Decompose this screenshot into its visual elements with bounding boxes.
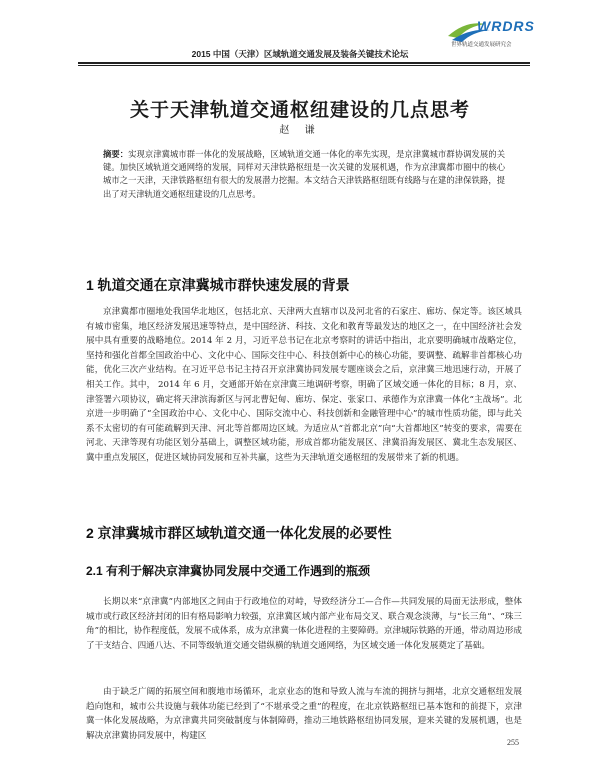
header-rule-thin [78,65,530,66]
logo-subtitle: 世界轨道交通发展研究会 [451,42,512,48]
abstract [103,148,505,201]
running-header: 2015 中国（天津）区域轨道交通发展及装备关键技术论坛 [191,49,409,59]
paper-author: 赵 谦 [279,125,321,136]
abstract-text: 实现京津冀城市群一体化的发展战略，区域轨道交通一体化的率先实现，是京津冀城市群协调发展的关键。加快区域轨道交通网络的发展，同样对天津铁路枢纽是一次关键的发展机遇，作为京津冀都市圈中的核心城市之一天津，天津铁路枢纽有很大的发展潜力挖掘。本文结合天津铁路枢纽既有线路与在建的津保铁路，提出了对天津轨道交通枢纽建设的几点思考。 [103,149,505,199]
section-1-heading: 1 轨道交通在京津冀城市群快速发展的背景 [86,277,350,293]
logo-name: WRDRS [477,18,535,34]
paper-title: 关于天津轨道交通枢纽建设的几点思考 [129,99,470,121]
section-2-1-subheading: 2.1 有利于解决京津冀协同发展中交通工作遇到的瓶颈 [86,564,371,578]
section-2-paragraph-1: 长期以来“京津冀”内部地区之间由于行政地位的对峙，导致经济分工—合作—共同发展的局面无法形成，整体城市或行政区经济封闭的旧有格局影响力较强，京津冀区域内部产业布局交叉、联合观念淡薄，与“长三角”、“珠三角”的相比，协作程度低，发展不成体系，成为京津冀一体化进程的主要障碍。京津城际铁路的开通，带动周边形成了干支结合、四通八达、不同等级轨道交通交错纵横的轨道交通网络，为区域交通一体化发展奠定了基础。 [86,597,522,651]
page-number: 255 [507,738,519,747]
section-2-paragraph-2: 由于缺乏广阔的拓展空间和腹地市场循环，北京业态的饱和导致人流与车流的拥挤与拥堵，北京交通枢纽发展趋向饱和，城市公共设施与载体功能已经到了“不堪承受之重”的程度，在北京铁路枢纽已基本饱和的前提下，京津冀一体化发展战略，为京津冀共同突破制度与体制障碍，推动三地铁路枢纽协同发展，迎来关键的发展机遇，也是解决京津冀协同发展中，构建区 [86,687,522,741]
header-rule-thick [78,62,530,64]
section-1-paragraph: 京津冀都市圈地处我国华北地区，包括北京、天津两大直辖市以及河北省的石家庄、廊坊、保定等。该区域具有城市密集，地区经济发展迅速等特点，是中国经济、科技、文化和教育等最发达的地区之一，在中国经济社会发展中具有重要的战略地位。2014 年 2 月，习近平总书记在北京考察时的讲话中指出，北京要明确城市战略定位，坚持和强化首都全国政治中心、文化中心、国际交往中心、科技创新中心的核心功能，要调整、疏解非首都核心功能，优化三次产业结构。在习近平总书记主持召开京津冀协同发展专题座谈会之后，京津冀三地迅速行动，开展了相关工作。其中， 2014 年 6 月，交通部开始在京津冀三地调研考察，明确了区域交通一体化的目标；8 月，京、津签署六项协议，确定将天津滨海新区与河北曹妃甸、廊坊、保定、张家口、承德作为京津冀一体化“主战场”。北京进一步明确了“全国政治中心、文化中心、国际交流中心、科技创新和金融管理中心”的城市性质功能，即与此关系不太密切的有可能疏解到天津、河北等首都周边区域。为适应从“首都北京”向“大首都地区”转变的要求，需要在河北、天津等现有功能区划分基础上，调整区域功能，形成首都功能发展区、津冀沿海发展区、冀北生态发展区、冀中重点发展区，促进区域协同发展和互补共赢，这些为天津轨道交通枢纽的发展带来了新的机遇。 [86,307,522,463]
section-2-heading: 2 京津冀城市群区域轨道交通一体化发展的必要性 [86,525,392,541]
abstract-label: 摘要： [103,149,129,159]
